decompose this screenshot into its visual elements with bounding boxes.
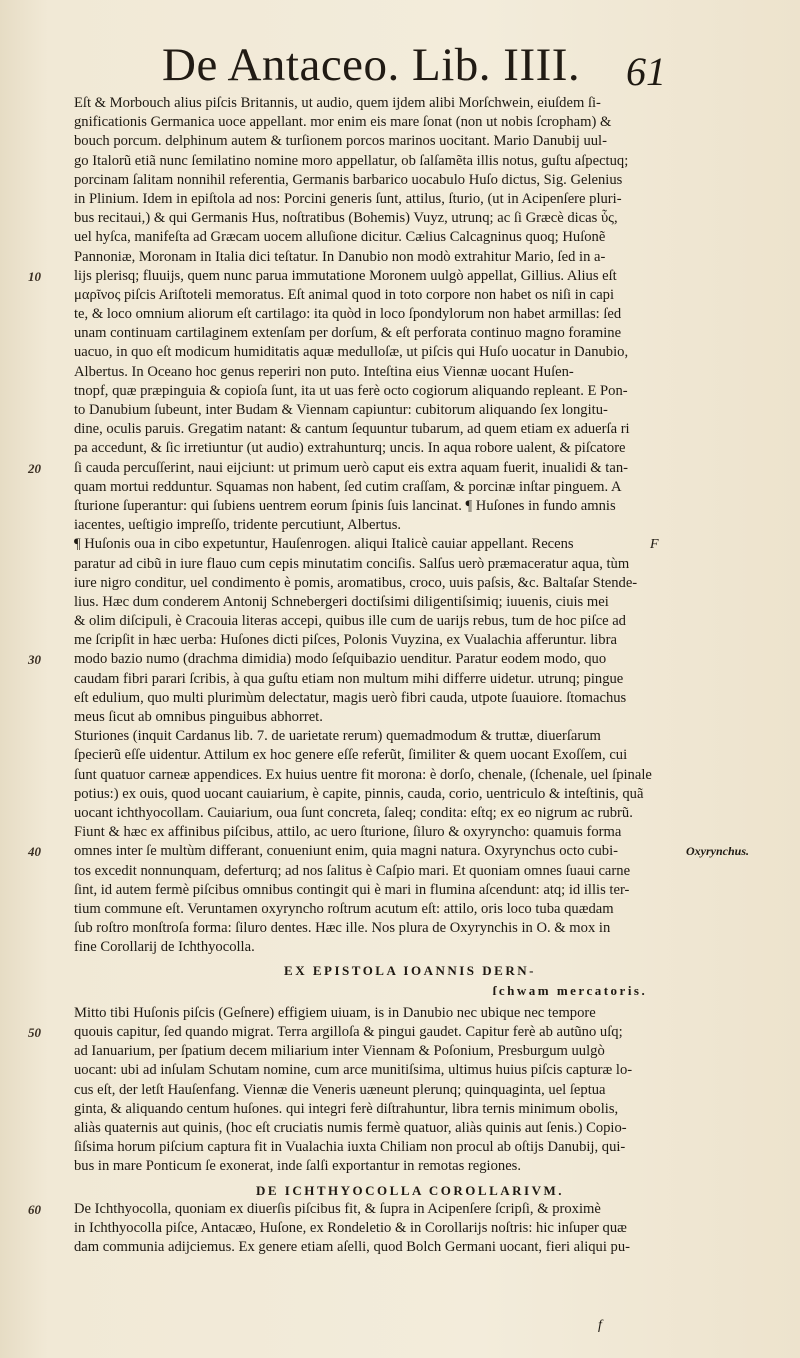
text-line [50,382,770,401]
text-line [50,171,770,190]
text-line [50,862,770,881]
line-text: ſunt quatuor carneæ appendices. Ex huius uentre fit morona: è dorſo, chenale, (ſchenale, uel ſpinale [74,766,652,783]
text-line [50,209,770,228]
line-text: in Plinium. Idem in epiſtola ad nos: Porcini generis ſunt, attilus, ſturio, (ut in Acipenſere pluri- [74,190,622,207]
text-line [50,746,770,765]
text-line [50,228,770,247]
text-line [50,286,770,305]
line-text: gnificationis Germanica uoce appellant. mor enim eis mare ſonat (non ut nobis ſcropham) & [74,114,612,131]
text-line [50,420,770,439]
text-line [28,267,770,286]
line-number: 40 [28,844,41,860]
line-text: uocant ichthyocollam. Cauiarium, oua ſunt concreta, ſaleq; condita: eſtq; ex eo nigrum ac rubrũ. [74,804,633,821]
line-text: omnes inter ſe multùm differant, conueniunt enim, quia magni natura. Oxyrynchus octo cubi- [74,843,619,860]
text-line [50,1081,770,1100]
text-line [50,900,770,919]
page-header [0,38,800,98]
line-text: aliàs quaternis aut quinis, (hoc eſt cruciatis numis fermè quatuor, aliàs quinis aut ſenis.) Copio- [74,1119,627,1136]
line-text: quouis capitur, ſed quando migrat. Terra argilloſa & pingui gaudet. Capitur ferè ab autũno uſq; [74,1024,623,1040]
text-line [50,94,770,113]
text-line [50,881,770,900]
line-text: iacentes, ueſtigio impreſſo, tridente percutiunt, Albertus. [74,517,402,534]
line-text: ſpecierũ eſſe uidentur. Attilum ex hoc genere eſſe referũt, ſimiliter & quem uocant Exoſſem, cui [74,747,628,764]
line-text: ad Ianuarium, per ſpatium decem miliarium inter Viennam & Poſonium, Presburgum uulgò [74,1043,605,1060]
line-text: μαρῖνος piſcis Ariſtoteli memoratus. Eſt animal quod in toto corpore non habet os niſi in capi [74,286,615,303]
text-line [50,363,770,382]
line-text: modo bazio numo (drachma dimidia) modo ſeſquibazio uenditur. Paratur eodem modo, quo [74,651,607,668]
line-number: 30 [28,652,41,668]
line-text: pa accedunt, & ſic irretiuntur (ut audio) extrahunturq; uncis. In aqua robore ualent, & piſcatore [74,440,626,457]
text-line [50,631,770,650]
text-line [50,497,770,516]
line-text: porcinam ſalitam nonnihil referentia, Germanis barbarico uocabulo Huſo dictus, Sig. Gelenius [74,171,623,188]
text-line [50,555,770,574]
text-line [50,938,770,957]
line-text: ſiſsima horum piſcium captura fit in Vualachia iuxta Chiliam non procul ab oſtijs Danubij, qui- [74,1139,626,1156]
line-text: unam continuam cartilaginem extenſam per dorſum, & eſt perforata continuo magno foramine [74,325,622,342]
text-line [50,190,770,209]
text-line [50,919,770,938]
line-text: Sturiones (inquit Cardanus lib. 7. de uarietate rerum) quemadmodum & truttæ, diuerſarum [74,728,601,745]
line-text: bouch porcum. delphinum autem & turſionem porcos marinos uocitant. Mario Danubij uul- [74,133,607,150]
line-text: paratur ad cibũ in iure flauo cum cepis minutatim conciſis. Salſus uerò præmaceratur aqua, tùm [74,555,630,572]
line-text: De Ichthyocolla, quoniam ex diuerſis piſcibus fit, & ſupra in Acipenſere ſcripſi, & proximè [74,1200,601,1217]
line-text: Eſt & Morbouch alius piſcis Britannis, ut audio, quem ijdem alibi Morſchwein, eiuſdem ſi- [74,95,601,111]
text-line [50,708,770,727]
line-text: ¶ Huſonis oua in cibo expetuntur, Hauſenrogen. aliqui Italicè cauiar appellant. Recens [74,536,574,553]
line-text: ſub roſtro monſtroſa forma: ſiluro dentes. Hæc ille. Nos plura de Oxyrynchis in O. & mox in [74,920,611,937]
line-text: ſint, id autem fermè piſcibus omnibus contingit qui è mari in flumina aſcendunt: atq; id illis ter- [74,881,630,898]
section-heading [50,1181,770,1200]
text-line [50,1157,770,1176]
line-text: Pannoniæ, Moronam in Italia dici teſtatur. In Danubio non modò extrahitur Mario, ſed in a- [74,248,606,265]
line-text: quam mortui redduntur. Squamas non habent, ſed cutim craſſam, & porcinæ inſtar pinguem. A [74,478,622,495]
text-line [50,670,770,689]
line-text: Mitto tibi Huſonis piſcis (Geſnere) effigiem uiuam, is in Danubio nec ubique nec tempore [74,1004,596,1021]
text-line [50,766,770,785]
line-text: lijs plerisq; fluuijs, quem nunc parua immutatione Moronem uulgò appellat, Gillius. Alius eſt [74,267,617,284]
line-text: tium commune eſt. Veruntamen oxyryncho roſtrum acutum eſt: attilo, oris loco tuba quædam [74,900,614,917]
line-text: caudam fibri parari ſcribis, à qua guſtu etiam non multum mihi differre uidetur. utrunq; pingue [74,670,624,687]
line-text: ſi cauda percuſſerint, naui eijciunt: ut primum uerò caput eis extra aquam fuerit, inualidi & tan- [74,459,628,476]
line-text: ſturione ſuperantur: qui ſubiens uentrem eorum ſpinis ſuis lancinat. ¶ Huſones in fundo amnis [74,497,616,514]
text-line [28,842,770,861]
text-line [50,1061,770,1080]
text-line [50,727,770,746]
signature-mark: F [650,537,659,553]
text-line [50,1042,770,1061]
line-text: in Ichthyocolla piſce, Antacæo, Huſone, ex Rondeletio & in Corollarijs noſtris: hic inſuper quæ [74,1219,627,1236]
text-line [50,593,770,612]
line-text: fine Corollarij de Ichthyocolla. [74,939,255,956]
line-number: 60 [28,1201,41,1217]
line-text: Fiunt & hæc ex affinibus piſcibus, attilo, ac uero ſturione, ſiluro & oxyryncho: quamuis forma [74,824,622,841]
text-line [50,401,770,420]
text-line [28,650,770,669]
text-line [50,1004,770,1023]
line-text: bus in mare Ponticum ſe exonerat, inde ſalſi exportantur in remotas regiones. [74,1158,522,1175]
line-number: 50 [28,1025,41,1040]
line-text: eſt edulium, quo multi plurimùm delectatur, magis uerò fibri cauda, utpote ſuauiore. ſtomachus [74,689,627,706]
text-line [50,132,770,151]
text-line [50,478,770,497]
line-text: to Danubium ſubeunt, inter Budam & Viennam capiuntur: cubitorum aliquando ſex longitu- [74,402,608,418]
text-line [50,516,770,535]
line-text: dam communia adijciemus. Ex genere etiam aſelli, quod Bolch Germani uocant, fieri aliqui pu- [74,1239,631,1256]
text-line [50,305,770,324]
text-line [50,1100,770,1119]
line-text: tos excedit nonnunquam, deferturq; ad nos ſalitus è Caſpio mari. Et quoniam omnes ſuaui carne [74,862,631,879]
page-number: 61 [626,49,666,94]
line-text: lius. Hæc dum conderem Antonij Schnebergeri doctiſsimi diligentiſsimiq; iuuenis, ciuis mei [74,593,609,610]
line-number: 20 [28,460,41,476]
text-line [50,1138,770,1157]
text-line [50,689,770,708]
line-text: potius:) ex ouis, quod uocant cauiarium, è capite, pinnis, cauda, corio, uentriculo & inteſtinis, quã [74,785,644,802]
text-line [50,113,770,132]
text-line [50,535,770,554]
line-text: DE ICHTHYOCOLLA COROLLARIVM. [256,1182,564,1198]
line-text: ſchwam mercatoris. [492,982,648,998]
line-text: Albertus. In Oceano hoc genus reperiri non puto. Inteſtina eius Viennæ uocant Huſen- [74,363,574,380]
section-heading [50,961,770,980]
line-text: cus eſt, der letſt Hauſenfang. Viennæ die Veneris uæneunt plerunq; quinquaginta, uel ſeptua [74,1081,606,1098]
line-text: iure nigro conditur, uel condimento è pomis, aromatibus, croco, uuis paſsis, &c. Baltaſar Stende- [74,574,638,591]
line-number: 10 [28,268,41,284]
line-text: uel hyſca, manifeſta ad Græcam uocem alluſione dicitur. Cælius Calcagninus quoq; Huſonẽ [74,229,606,246]
text-line [50,574,770,593]
text-line [50,1238,770,1257]
text-line [50,248,770,267]
line-text: uocant: ubi ad inſulam Schutam nomine, cum arce munitiſsima, ultimus huius piſcis capturæ lo- [74,1062,633,1079]
section-heading [50,981,770,1000]
text-line [50,1219,770,1238]
text-line [50,612,770,631]
line-text: EX EPISTOLA IOANNIS DERN- [284,963,536,979]
text-line [28,459,770,478]
text-line [28,1023,770,1042]
text-line [50,324,770,343]
text-line [50,439,770,458]
marginal-note: Oxyrynchus. [686,844,750,859]
line-text: bus recitaui,) & qui Germanis Hus, noſtratibus (Bohemis) Vuyz, utrunq; ac ſi Græcè dicas ὗς, [74,210,618,227]
line-text: & olim diſcipuli, è Cracouia literas accepi, quibus ille cum de uarijs rebus, tum de hoc piſce ad [74,613,626,630]
line-text: ginta, & aliquando centum huſones. qui integri ferè diſtrahuntur, libra ternis minimum obolis, [74,1100,619,1117]
line-text: te, & loco omnium aliorum eſt cartilago: ita quòd in loco ſpondylorum non habet armillas: ſed [74,306,622,323]
text-line [50,1119,770,1138]
text-line [50,785,770,804]
running-title: De Antaceo. Lib. IIII. [162,39,581,91]
line-text: meus ſicut ab omnibus pinguibus abhorret. [74,709,323,725]
text-line [50,804,770,823]
line-text: me ſcripſit in hæc uerba: Huſones dicti piſces, Polonis Vuyzina, ex Vualachia afferuntur. libra [74,632,617,649]
text-line [28,1200,770,1219]
text-line [50,152,770,171]
body-text [28,94,770,1257]
line-text: uacuo, in quo eſt modicum humiditatis aquæ medulloſæ, ut piſcis qui Huſo uocatur in Danubio, [74,344,629,361]
line-text: tnopf, quæ præpinguia & copioſa ſunt, ita ut uas ferè octo cogiorum aliquando repleant. E Pon- [74,382,628,399]
text-line [50,343,770,362]
line-text: dine, oculis paruis. Gregatim natant: & cantum ſequuntur tubarum, ad quem etiam ex aduerſa ri [74,421,630,438]
catchword: f [598,1318,602,1333]
text-line [50,823,770,842]
line-text: go Italorũ etiã nunc ſemilatino nomine moro appellatur, ob ſalſamẽta illis notus, guſtu aſpectuq; [74,152,629,169]
